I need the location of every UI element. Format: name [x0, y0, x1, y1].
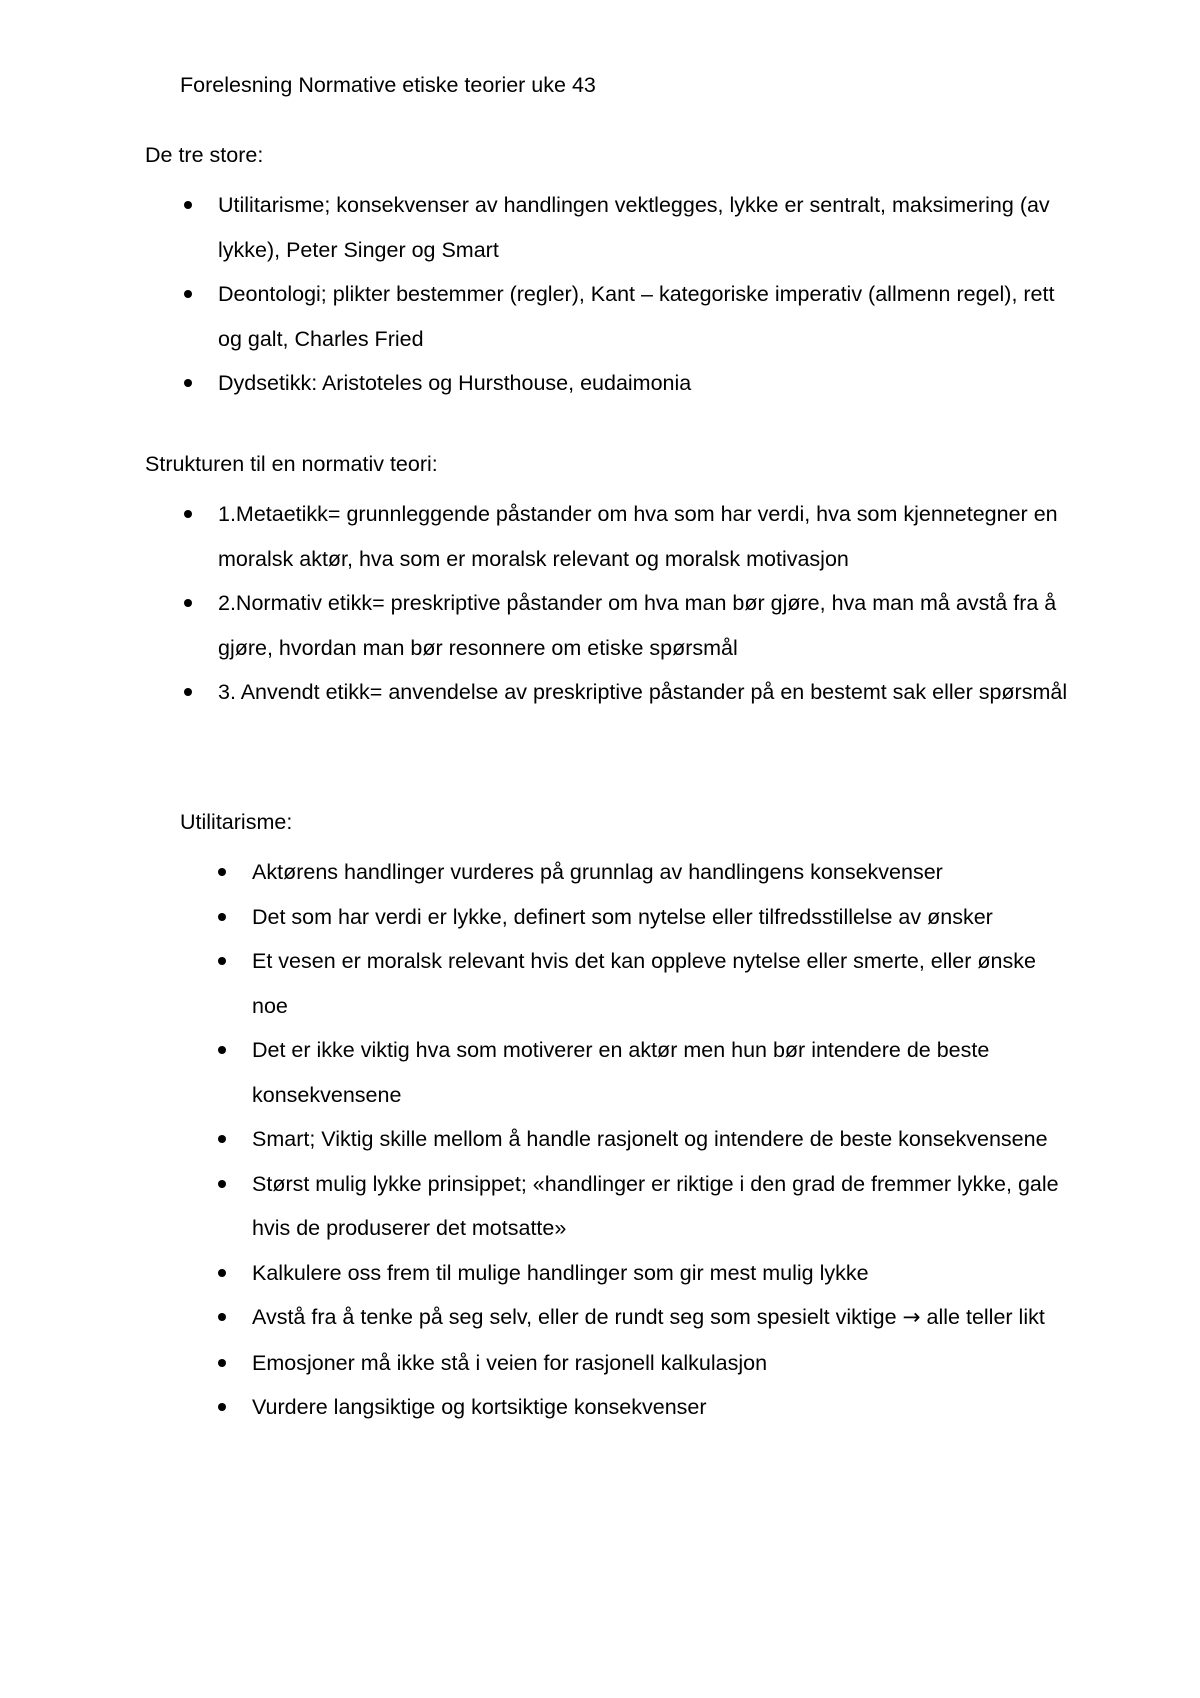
list-item: Avstå fra å tenke på seg selv, eller de rundt seg som spesielt viktige → alle teller likt [216, 1295, 1076, 1341]
bullet-icon [184, 688, 192, 696]
list-item: Smart; Viktig skille mellom å handle rasjonelt og intendere de beste konsekvensene [216, 1117, 1076, 1162]
list-item: Deontologi; plikter bestemmer (regler), Kant – kategoriske imperativ (allmenn regel), rett og galt, Charles Fried [182, 272, 1082, 361]
list-item: Det er ikke viktig hva som motiverer en aktør men hun bør intendere de beste konsekvensene [216, 1028, 1076, 1117]
bullet-icon [218, 1180, 226, 1188]
list-item: Størst mulig lykke prinsippet; «handlinger er riktige i den grad de fremmer lykke, gale hvis de produserer det motsatte» [216, 1162, 1076, 1251]
list-item: Vurdere langsiktige og kortsiktige konsekvenser [216, 1385, 1076, 1430]
section-heading-de-tre-store: De tre store: [145, 143, 264, 167]
bullet-icon [218, 1269, 226, 1277]
list-item: Utilitarisme; konsekvenser av handlingen vektlegges, lykke er sentralt, maksimering (av lykke), Peter Singer og Smart [182, 183, 1082, 272]
list-item: 1.Metaetikk= grunnleggende påstander om hva som har verdi, hva som kjennetegner en moralsk aktør, hva som er moralsk relevant og moralsk motivasjon [182, 492, 1082, 581]
bullet-icon [218, 1403, 226, 1411]
list-item: Dydsetikk: Aristoteles og Hursthouse, eudaimonia [182, 361, 1082, 406]
list-item: Aktørens handlinger vurderes på grunnlag av handlingens konsekvenser [216, 850, 1076, 895]
bullet-icon [184, 599, 192, 607]
bullet-icon [184, 379, 192, 387]
bullet-icon [218, 913, 226, 921]
right-arrow-icon: → [902, 1305, 921, 1330]
list-item: Et vesen er moralsk relevant hvis det kan oppleve nytelse eller smerte, eller ønske noe [216, 939, 1076, 1028]
list-item: Kalkulere oss frem til mulige handlinger som gir mest mulig lykke [216, 1251, 1076, 1296]
bullet-icon [218, 868, 226, 876]
section-heading-strukturen: Strukturen til en normativ teori: [145, 452, 438, 476]
list-item: 3. Anvendt etikk= anvendelse av preskriptive påstander på en bestemt sak eller spørsmål [182, 670, 1082, 715]
list-item: Emosjoner må ikke stå i veien for rasjonell kalkulasjon [216, 1341, 1076, 1386]
section-heading-utilitarisme: Utilitarisme: [180, 810, 293, 834]
bullet-icon [184, 510, 192, 518]
list-item: Det som har verdi er lykke, definert som nytelse eller tilfredsstillelse av ønsker [216, 895, 1076, 940]
list-de-tre-store [182, 183, 1082, 406]
list-item: 2.Normativ etikk= preskriptive påstander om hva man bør gjøre, hva man må avstå fra å gjøre, hvordan man bør resonnere om etiske spørsmål [182, 581, 1082, 670]
bullet-icon [218, 1313, 226, 1321]
bullet-icon [218, 957, 226, 965]
bullet-icon [184, 201, 192, 209]
bullet-icon [218, 1359, 226, 1367]
list-strukturen [182, 492, 1082, 715]
list-utilitarisme [216, 850, 1076, 1430]
bullet-icon [218, 1046, 226, 1054]
bullet-icon [184, 290, 192, 298]
bullet-icon [218, 1135, 226, 1143]
document-title: Forelesning Normative etiske teorier uke 43 [180, 73, 596, 97]
